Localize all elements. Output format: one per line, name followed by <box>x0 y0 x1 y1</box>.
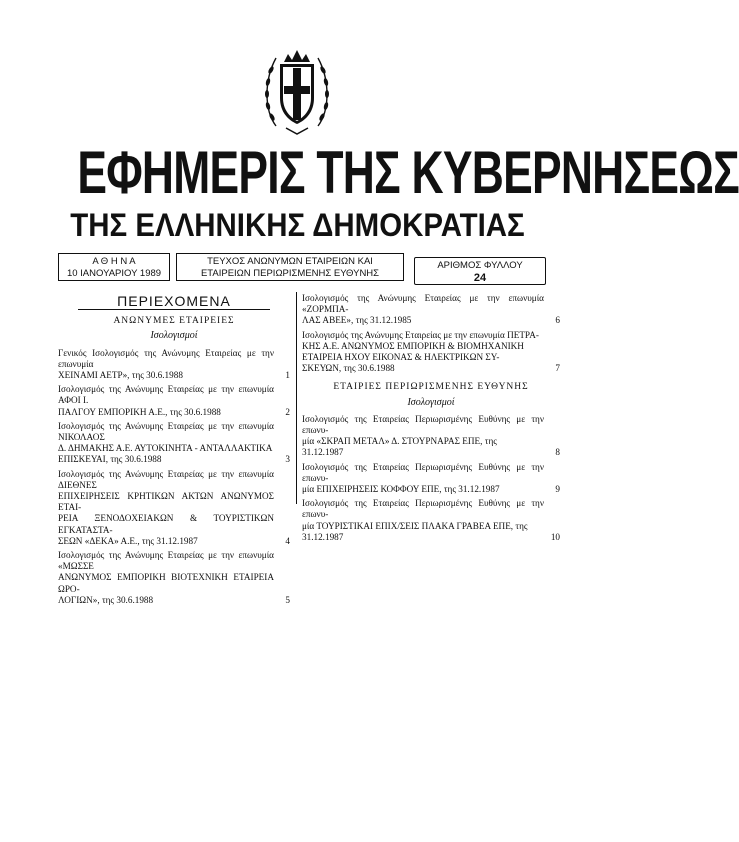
gazette-subtitle: ΤΗΣ ΕΛΛΗΝΙΚΗΣ ΔΗΜΟΚΡΑΤΙΑΣ <box>70 207 525 243</box>
contents-entry <box>302 293 560 327</box>
entry-text: Ισολογισμός της Ανώνυμης Εταιρείας με την επωνυμία ΝΙΚΟΛΑΟΣ Δ. ΔΗΜΑΚΗΣ Α.Ε. ΑΥΤΟΚΙΝΗΤΑ - ΑΝΤΑΛΛΑΚΤΙΚΑ ΕΠΙΣΚΕΥΑΙ, της 30.6.1988 <box>58 420 274 465</box>
section-heading-epe: ΕΤΑΙΡΙΕΣ ΠΕΡΙΩΡΙΣΜΕΝΗΣ ΕΥΘΥΝΗΣ <box>333 382 529 393</box>
column-divider <box>296 292 297 504</box>
issue-type-line1: ΤΕΥΧΟΣ ΑΝΩΝΥΜΩΝ ΕΤΑΙΡΕΙΩΝ ΚΑΙ <box>207 256 373 267</box>
issue-type-line2: ΕΤΑΙΡΕΙΩΝ ΠΕΡΙΩΡΙΣΜΕΝΗΣ ΕΥΘΥΝΗΣ <box>200 268 380 279</box>
entry-text: Ισολογισμός της Ανώνυμης Εταιρείας με την επωνυμία ΑΦΟΙ Ι. ΠΑΛΓΟΥ ΕΜΠΟΡΙΚΗ Α.Ε., της 30.6.1988 <box>58 384 274 417</box>
gazette-title: ΕΦΗΜΕΡΙΣ ΤΗΣ ΚΥΒΕΡΝΗΣΕΩΣ <box>77 139 739 206</box>
greek-coat-of-arms-emblem <box>262 40 332 138</box>
entry-page-number: 9 <box>555 484 560 495</box>
issue-type-box <box>176 253 404 281</box>
right-entry-list-epe <box>302 414 560 543</box>
entry-page-number: 2 <box>285 406 290 417</box>
contents-title: ΠΕΡΙΕΧΟΜΕΝΑ <box>117 293 231 309</box>
entry-page-number: 5 <box>285 594 290 605</box>
contents-entry <box>58 384 290 418</box>
contents-right-column <box>302 293 560 546</box>
entry-text: Ισολογισμός της Ανώνυμης Εταιρείας με την επωνυμία «ΜΩΣΣΕ ΑΝΩΝΥΜΟΣ ΕΜΠΟΡΙΚΗ ΒΙΟΤΕΧΝΙΚΗ ΕΤΑΙΡΕΙΑ ΩΡΟ- ΛΟΓΙΩΝ», της 30.6.1988 <box>58 550 274 605</box>
contents-entry <box>302 414 560 459</box>
entry-page-number: 7 <box>555 363 560 374</box>
contents-entry <box>58 550 290 606</box>
contents-left-column <box>58 293 290 609</box>
subheading-balance-sheets-ae: Ισολογισμοί <box>150 330 198 342</box>
contents-entry <box>58 421 290 466</box>
entry-text: Ισολογισμός της Εταιρείας Περιωρισμένης Ευθύνης με την επωνυ- μία ΤΟΥΡΙΣΤΙΚΑΙ ΕΠΙΧ/ΣΕΙΣ ΠΛΑΚΑ ΓΡΑΒΕΑ ΕΠΕ, της 31.12.1987 <box>302 498 544 542</box>
contents-entry <box>302 330 560 375</box>
contents-title-rule <box>78 309 270 310</box>
left-entry-list <box>58 348 290 606</box>
entry-text: Ισολογισμός της Εταιρείας Περιωρισμένης Ευθύνης με την επωνυ- μία ΕΠΙΧΕΙΡΗΣΕΙΣ ΚΟΦΦΟΥ ΕΠΕ, της 31.12.1987 <box>302 461 544 495</box>
entry-page-number: 3 <box>285 454 290 465</box>
issue-date: 10 ΙΑΝΟΥΑΡΙΟΥ 1989 <box>66 268 162 279</box>
entry-text: Ισολογισμός της Ανώνυμης Εταιρείας με την επωνυμία ΔΙΕΘΝΕΣ ΕΠΙΧΕΙΡΗΣΕΙΣ ΚΡΗΤΙΚΩΝ ΑΚΤΩΝ ΑΝΩΝΥΜΟΣ ΕΤΑΙ- ΡΕΙΑ ΞΕΝΟΔΟΧΕΙΑΚΩΝ & ΤΟΥΡΙΣΤΙΚΩΝ ΕΓΚΑΤΑΣΤΑ- ΣΕΩΝ «ΔΕΚΑ» Α.Ε., της 31.12.1987 <box>58 468 274 546</box>
sheet-number: 24 <box>473 272 487 284</box>
entry-page-number: 4 <box>285 535 290 546</box>
place-label: Α Θ Η Ν Α <box>92 256 136 267</box>
place-date-box <box>58 253 170 281</box>
subheading-balance-sheets-epe: Ισολογισμοί <box>407 396 455 408</box>
entry-text: Ισολογισμός της Ανώνυμης Εταιρείας με την επωνυμία ΠΕΤΡΑ- ΚΗΣ Α.Ε. ΑΝΩΝΥΜΟΣ ΕΜΠΟΡΙΚΗ & ΒΙΟΜΗΧΑΝΙΚΗ ΕΤΑΙΡΕΙΑ ΗΧΟΥ ΕΙΚΟΝΑΣ & ΗΛΕΚΤΡΙΚΩΝ ΣΥ- ΣΚΕΥΩΝ, της 30.6.1988 <box>302 329 539 374</box>
contents-entry <box>302 462 560 496</box>
entry-page-number: 6 <box>555 315 560 326</box>
contents-entry <box>302 498 560 543</box>
entry-page-number: 10 <box>550 531 560 542</box>
section-heading-ae: ΑΝΩΝΥΜΕΣ ΕΤΑΙΡΕΙΕΣ <box>113 316 235 327</box>
sheet-number-label: ΑΡΙΘΜΟΣ ΦΥΛΛΟΥ <box>437 260 523 271</box>
right-entry-list-ae <box>302 293 560 374</box>
entry-text: Ισολογισμός της Εταιρείας Περιωρισμένης Ευθύνης με την επωνυ- μία «ΣΚΡΑΠ ΜΕΤΑΛ» Δ. ΣΤΟΥΡΝΑΡΑΣ ΕΠΕ, της 31.12.1987 <box>302 413 544 458</box>
entry-page-number: 8 <box>555 447 560 458</box>
contents-entry <box>58 469 290 547</box>
contents-entry <box>58 348 290 382</box>
sheet-number-box <box>414 257 546 285</box>
entry-text: Γενικός Ισολογισμός της Ανώνυμης Εταιρείας με την επωνυμία ΧΕΙΝΑΜΙ ΑΕΤΡ», της 30.6.1988 <box>58 347 274 381</box>
entry-text: Ισολογισμός της Ανώνυμης Εταιρείας με την επωνυμία «ΖΟΡΜΠΑ- ΛΑΣ ΑΒΕΕ», της 31.12.1985 <box>302 293 544 326</box>
entry-page-number: 1 <box>285 370 290 381</box>
